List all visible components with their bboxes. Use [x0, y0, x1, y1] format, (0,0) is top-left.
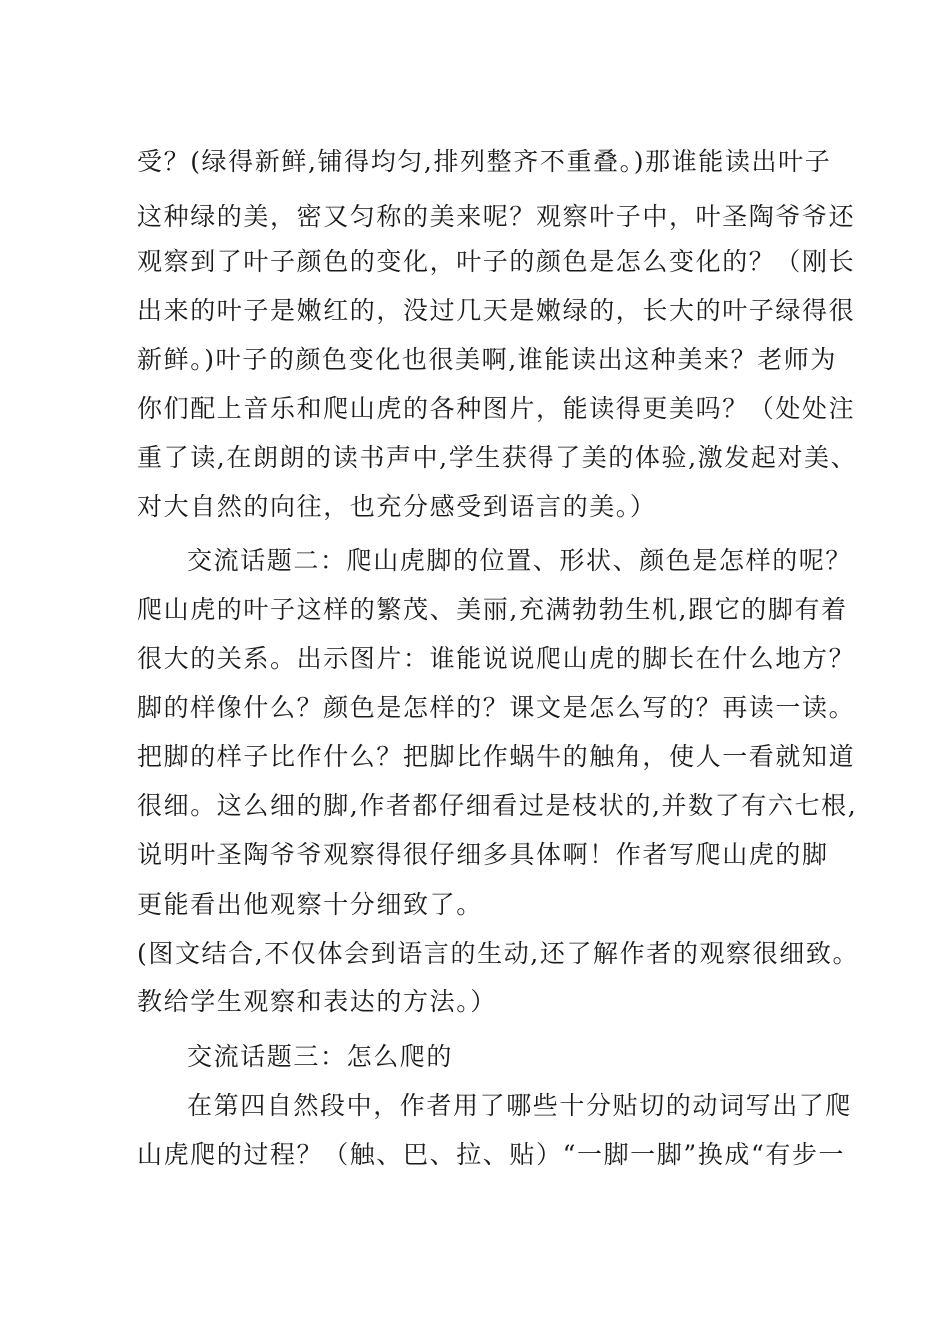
text-line: 在第四自然段中，作者用了哪些十分贴切的动词写出了爬	[187, 1091, 853, 1120]
text-line: 你们配上音乐和爬山虎的各种图片，能读得更美吗？（处处注	[137, 394, 856, 423]
text-line: 爬山虎的叶子这样的繁茂、美丽,充满勃勃生机,跟它的脚有着	[137, 595, 848, 624]
text-line: (图文结合,不仅体会到语言的生动,还了解作者的观察很细致。	[137, 939, 860, 968]
text-line: 观察到了叶子颜色的变化，叶子的颜色是怎么变化的？（刚长	[137, 247, 856, 276]
text-line: 更能看出他观察十分细致了。	[137, 890, 483, 919]
text-line: 脚的样像什么？颜色是怎样的？课文是怎么写的？再读一读。	[137, 693, 856, 722]
text-line: 新鲜。)叶子的颜色变化也很美啊,谁能读出这种美来？老师为	[137, 345, 838, 374]
text-line: 很细。这么细的脚,作者都仔细看过是枝状的,并数了有六七根,	[137, 791, 858, 820]
text-line: 山虎爬的过程？（触、巴、拉、贴）“一脚一脚”换成“有步一	[137, 1140, 846, 1169]
text-line: 出来的叶子是嫩红的，没过几天是嫩绿的，长大的叶子绿得很	[137, 296, 856, 325]
text-line: 交流话题三：怎么爬的	[187, 1042, 454, 1071]
text-line: 这种绿的美，密又匀称的美来呢？观察叶子中，叶圣陶爷爷还	[137, 202, 856, 231]
text-line: 说明叶圣陶爷爷观察得很仔细多具体啊！作者写爬山虎的脚	[137, 840, 829, 869]
text-line: 很大的关系。出示图片：谁能说说爬山虎的脚长在什么地方？	[137, 644, 856, 673]
text-line: 把脚的样子比作什么？把脚比作蜗牛的触角，使人一看就知道	[137, 742, 856, 771]
text-line: 受？(绿得新鲜,铺得均匀,排列整齐不重叠。)那谁能读出叶子	[137, 147, 832, 176]
text-line: 交流话题二：爬山虎脚的位置、形状、颜色是怎样的呢？	[187, 546, 853, 575]
text-line: 教给学生观察和表达的方法。）	[137, 987, 497, 1016]
text-line: 对大自然的向往，也充分感受到语言的美。）	[137, 492, 657, 521]
text-line: 重了读,在朗朗的读书声中,学生获得了美的体验,激发起对美、	[137, 443, 858, 472]
